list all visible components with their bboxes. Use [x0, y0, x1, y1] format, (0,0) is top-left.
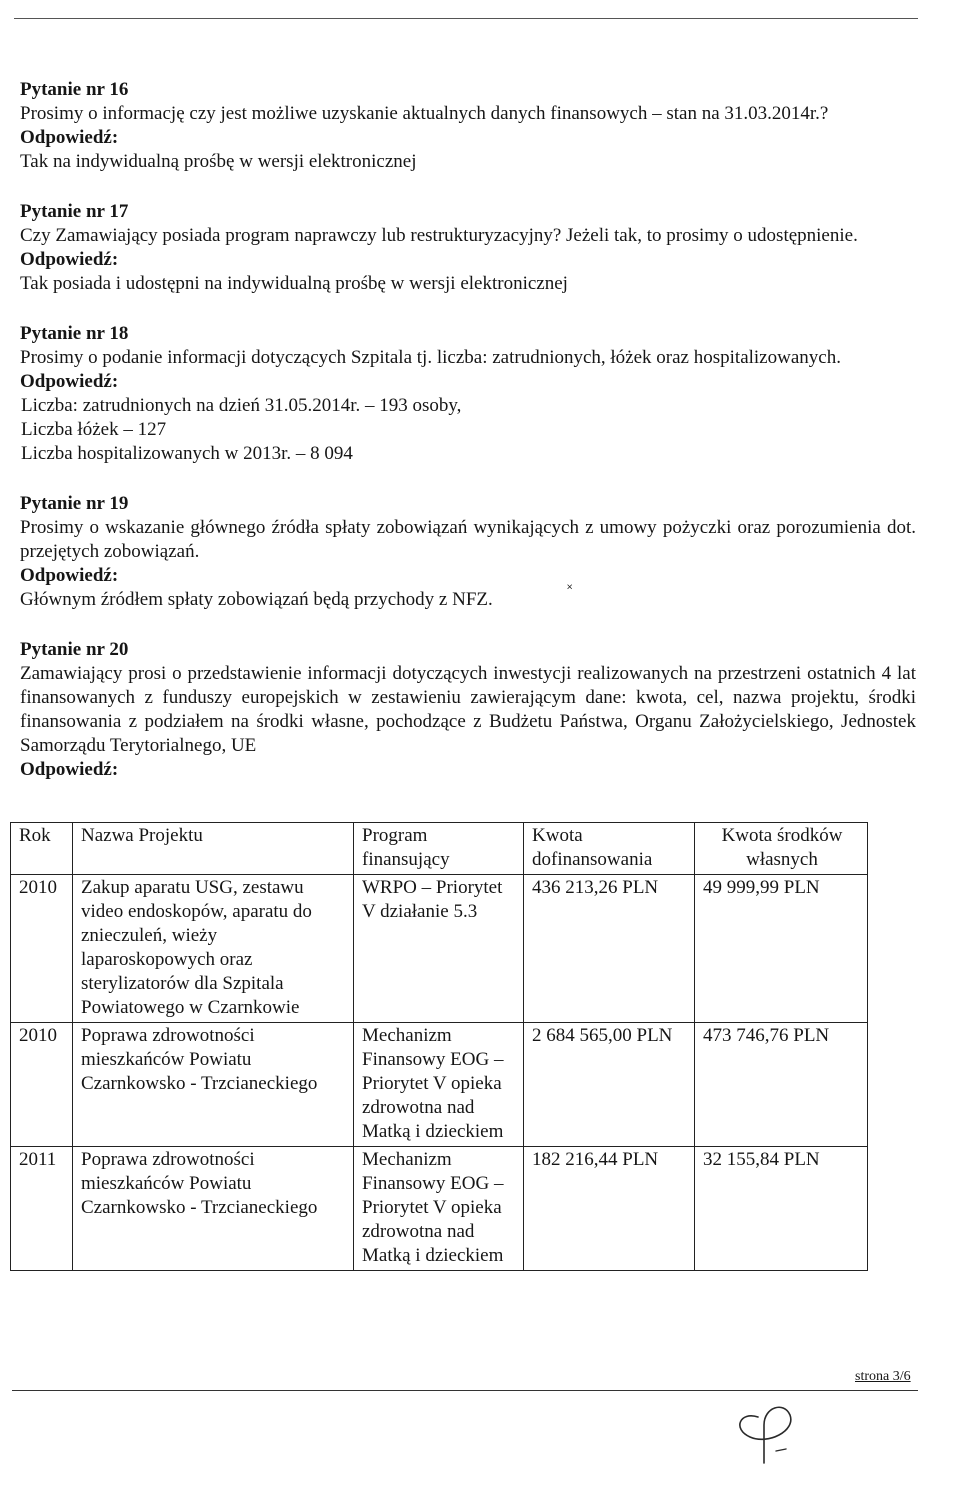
answer-label: Odpowiedź:	[20, 371, 119, 392]
answer-label: Odpowiedź:	[20, 127, 119, 148]
projects-table	[10, 822, 868, 1271]
cell-rok: 2011	[11, 1147, 73, 1271]
question-text: Prosimy o wskazanie głównego źródła spłaty zobowiązań wynikających z umowy pożyczki oraz porozumienia dot. przejętych zobowiązań.	[20, 517, 916, 562]
question-title: Pytanie nr 20	[20, 639, 129, 660]
question-title: Pytanie nr 16	[20, 79, 129, 100]
answer-line-beds: Liczba łóżek – 127	[21, 419, 167, 440]
header-kwota: Kwota dofinansowania	[524, 823, 695, 875]
header-nazwa: Nazwa Projektu	[73, 823, 354, 875]
answer-line-hospitalized: Liczba hospitalizowanych w 2013r. – 8 094	[21, 443, 353, 464]
document-body	[20, 78, 916, 808]
cell-rok: 2010	[11, 875, 73, 1023]
question-text: Czy Zamawiający posiada program naprawczy lub restrukturyzacyjny? Jeżeli tak, to prosimy o udostępnienie.	[20, 225, 858, 246]
cell-nazwa: Zakup aparatu USG, zestawu video endoskopów, aparatu do znieczuleń, wieży laparoskopowych oraz sterylizatorów dla Szpitala Powiatowego w Czarnkowie	[73, 875, 354, 1023]
cell-wlasne: 473 746,76 PLN	[695, 1023, 868, 1147]
signature-icon	[720, 1385, 820, 1475]
table-header-row	[11, 823, 868, 875]
question-text: Prosimy o informację czy jest możliwe uzyskanie aktualnych danych finansowych – stan na 31.03.2014r.?	[20, 103, 829, 124]
cell-nazwa: Poprawa zdrowotności mieszkańców Powiatu Czarnkowsko - Trzcianeckiego	[73, 1147, 354, 1271]
answer-label: Odpowiedź:	[20, 759, 119, 780]
cell-wlasne: 49 999,99 PLN	[695, 875, 868, 1023]
question-20	[20, 638, 916, 782]
cell-program: WRPO – Priorytet V działanie 5.3	[354, 875, 524, 1023]
cell-kwota: 436 213,26 PLN	[524, 875, 695, 1023]
question-19	[20, 492, 916, 612]
cell-kwota: 182 216,44 PLN	[524, 1147, 695, 1271]
answer-label: Odpowiedź:	[20, 565, 119, 586]
header-program: Program finansujący	[354, 823, 524, 875]
top-rule	[14, 18, 918, 19]
table-row	[11, 1023, 868, 1147]
question-text: Zamawiający prosi o przedstawienie informacji dotyczących inwestycji realizowanych na przestrzeni ostatnich 4 lat finansowanych z funduszy europejskich w zestawieniu zawierającym dane: kwota, cel, nazwa projektu, środki finansowania z podziałem na środki własne, pochodzące z Budżetu Państwa, Organu Założycielskiego, Jednostek Samorządu Terytorialnego, UE	[20, 663, 916, 756]
question-title: Pytanie nr 18	[20, 323, 129, 344]
header-rok: Rok	[11, 823, 73, 875]
question-title: Pytanie nr 17	[20, 201, 129, 222]
question-18	[20, 322, 916, 466]
question-17	[20, 200, 916, 296]
answer-text: Tak na indywidualną prośbę w wersji elektronicznej	[20, 151, 417, 172]
header-wlasne: Kwota środków własnych	[695, 823, 868, 875]
cell-wlasne: 32 155,84 PLN	[695, 1147, 868, 1271]
question-title: Pytanie nr 19	[20, 493, 129, 514]
cell-program: Mechanizm Finansowy EOG – Priorytet V opieka zdrowotna nad Matką i dzieckiem	[354, 1023, 524, 1147]
cell-kwota: 2 684 565,00 PLN	[524, 1023, 695, 1147]
page-number: strona 3/6	[855, 1369, 911, 1384]
cell-program: Mechanizm Finansowy EOG – Priorytet V opieka zdrowotna nad Matką i dzieckiem	[354, 1147, 524, 1271]
table-row	[11, 875, 868, 1023]
table-row	[11, 1147, 868, 1271]
answer-line-employees: Liczba: zatrudnionych na dzień 31.05.2014r. – 193 osoby,	[21, 395, 462, 416]
question-16	[20, 78, 916, 174]
stray-mark-icon: ˟	[567, 583, 573, 598]
answer-text: Głównym źródłem spłaty zobowiązań będą przychody z NFZ.	[20, 589, 493, 610]
question-text: Prosimy o podanie informacji dotyczących Szpitala tj. liczba: zatrudnionych, łóżek oraz hospitalizowanych.	[20, 347, 841, 368]
answer-text: Tak posiada i udostępni na indywidualną prośbę w wersji elektronicznej	[20, 273, 568, 294]
answer-label: Odpowiedź:	[20, 249, 119, 270]
cell-nazwa: Poprawa zdrowotności mieszkańców Powiatu Czarnkowsko - Trzcianeckiego	[73, 1023, 354, 1147]
cell-rok: 2010	[11, 1023, 73, 1147]
